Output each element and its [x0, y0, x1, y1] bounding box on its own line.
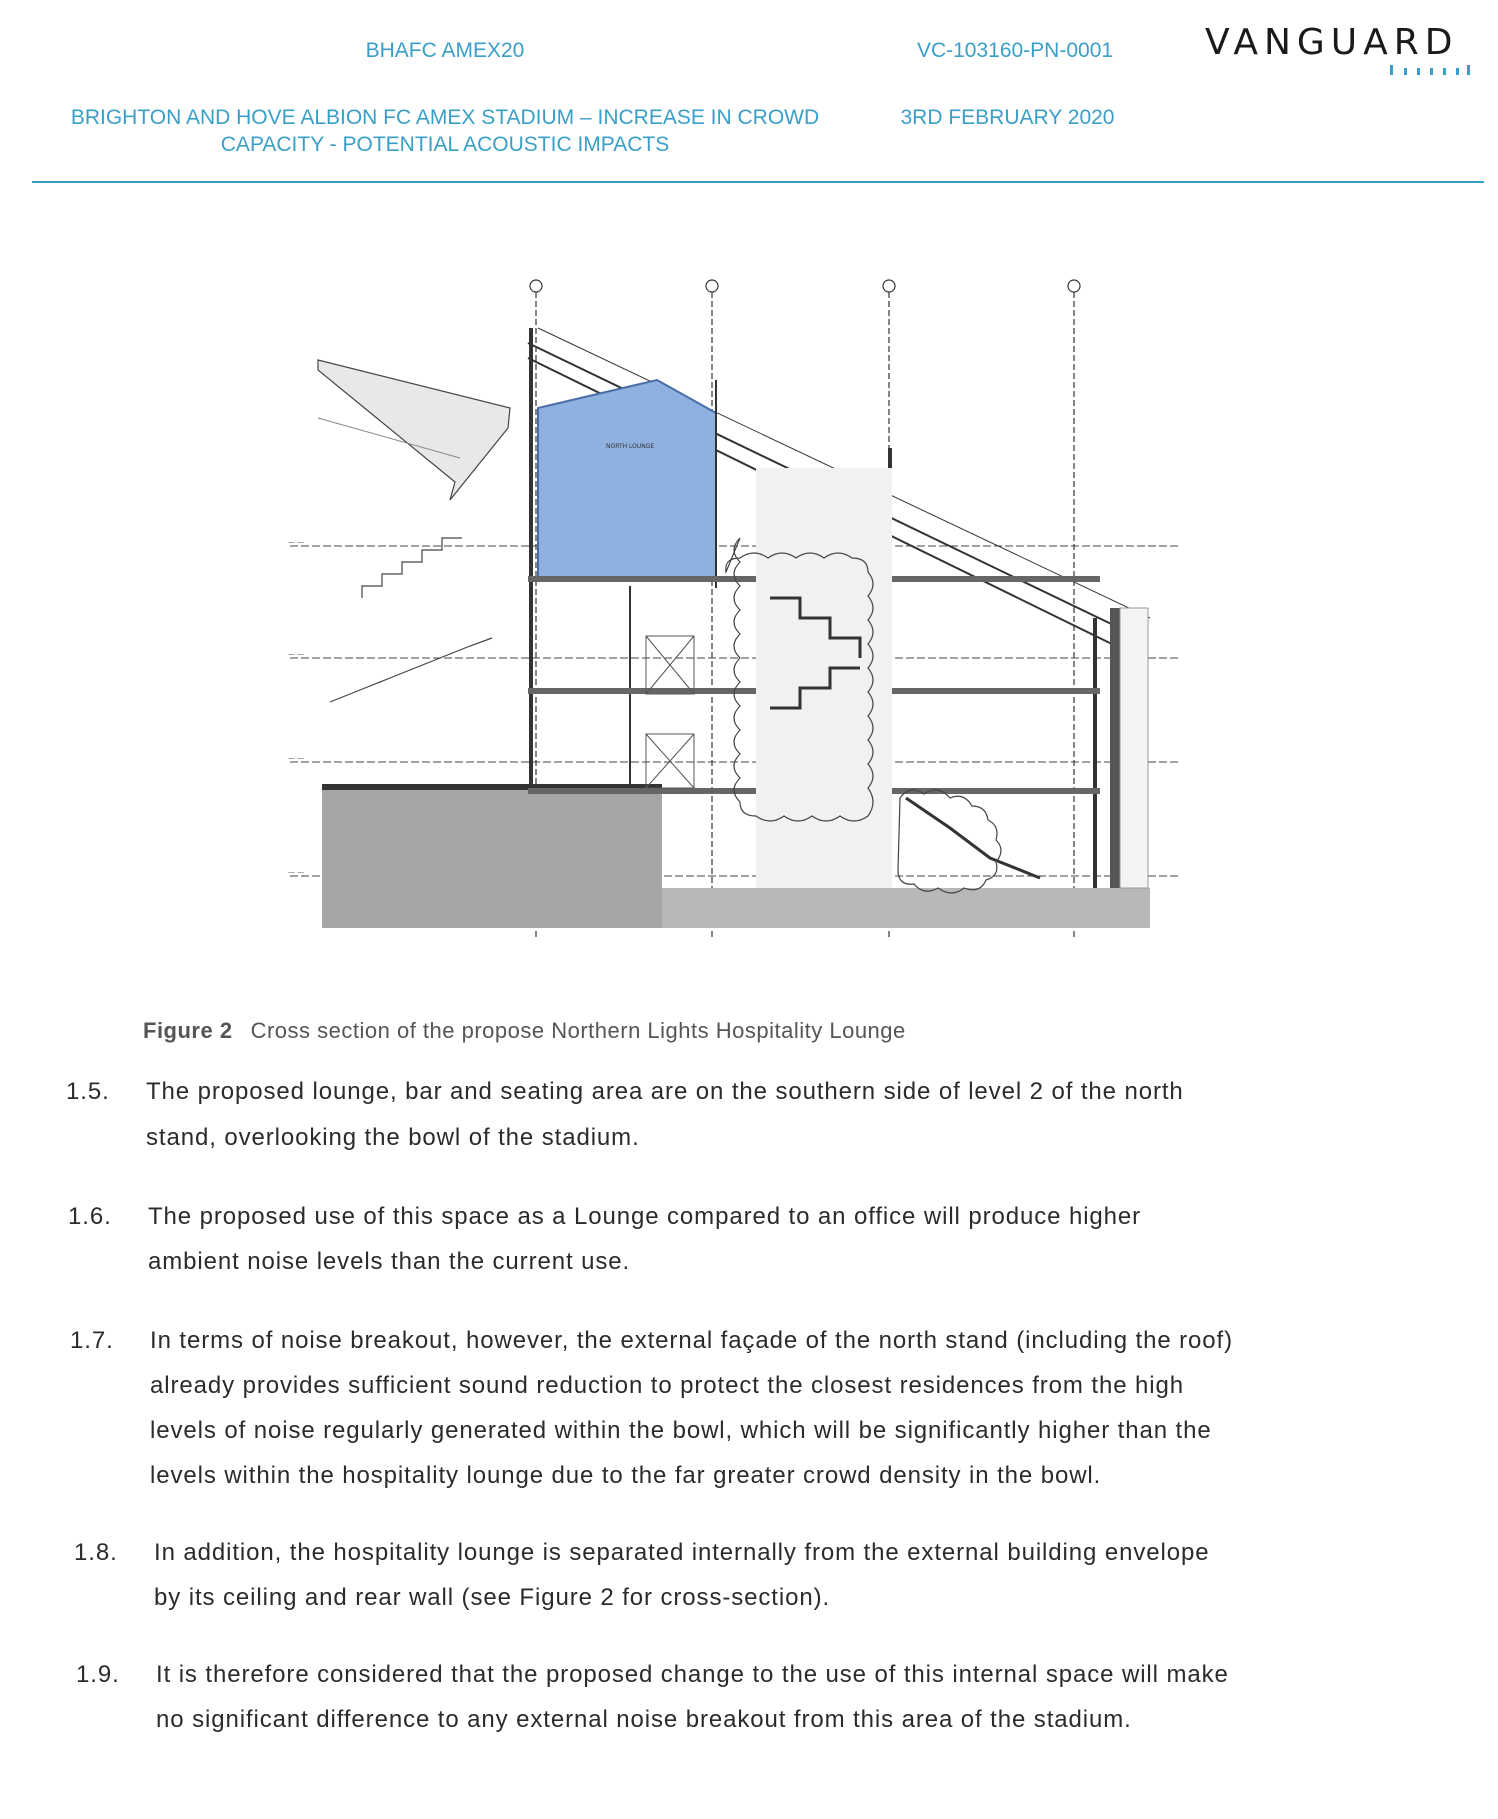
svg-text:— —: — —: [288, 754, 305, 762]
header-title-line1: BRIGHTON AND HOVE ALBION FC AMEX STADIUM – INCREASE IN CROWD: [70, 106, 820, 129]
paragraph-line: no significant difference to any external noise breakout from this area of the stadium.: [156, 1706, 1132, 1733]
north-lounge-area: [538, 380, 716, 578]
paragraph-line: In terms of noise breakout, however, the external façade of the north stand (including the roof): [150, 1327, 1233, 1354]
paragraph-line: The proposed lounge, bar and seating area are on the southern side of level 2 of the north: [146, 1078, 1184, 1105]
paragraph-line: stand, overlooking the bowl of the stadium.: [146, 1124, 640, 1151]
paragraph-number: 1.7.: [70, 1327, 114, 1354]
cross-section-drawing: [270, 268, 1190, 948]
paragraph-number: 1.5.: [66, 1078, 110, 1105]
header-date: 3RD FEBRUARY 2020: [900, 106, 1115, 129]
svg-text:— —: — —: [288, 650, 305, 658]
header-doc-ref: VC-103160-PN-0001: [916, 39, 1114, 62]
vanguard-logo: [1205, 22, 1475, 84]
logo-ticks-icon: [1205, 63, 1475, 79]
paragraph-line: by its ceiling and rear wall (see Figure 2 for cross-section).: [154, 1584, 831, 1611]
paragraph-number: 1.6.: [68, 1203, 112, 1230]
paragraph-number: 1.9.: [76, 1661, 120, 1688]
svg-text:— —: — —: [288, 538, 305, 546]
paragraph-number: 1.8.: [74, 1539, 118, 1566]
paragraph-line: levels within the hospitality lounge due to the far greater crowd density in the bowl.: [150, 1462, 1102, 1489]
header-title-line2: CAPACITY - POTENTIAL ACOUSTIC IMPACTS: [220, 133, 670, 156]
paragraph-line: It is therefore considered that the proposed change to the use of this internal space will make: [156, 1661, 1229, 1688]
figure-caption-text: Cross section of the propose Northern Lights Hospitality Lounge: [250, 1018, 906, 1043]
header-project: BHAFC AMEX20: [365, 39, 525, 62]
paragraph-line: In addition, the hospitality lounge is separated internally from the external building envelope: [154, 1539, 1210, 1566]
figure-caption: [143, 1018, 906, 1044]
paragraph-line: ambient noise levels than the current use.: [148, 1248, 631, 1275]
svg-text:— —: — —: [288, 868, 305, 876]
header-title: [40, 104, 850, 158]
header-divider: [32, 181, 1484, 183]
paragraph-line: levels of noise regularly generated within the bowl, which will be significantly higher than the: [150, 1417, 1212, 1444]
paragraph-line: already provides sufficient sound reduction to protect the closest residences from the high: [150, 1372, 1184, 1399]
figure-label: Figure 2: [143, 1018, 233, 1043]
logo-text: VANGUARD: [1205, 22, 1459, 63]
north-lounge-label: NORTH LOUNGE: [606, 443, 655, 450]
paragraph-line: The proposed use of this space as a Lounge compared to an office will produce higher: [148, 1203, 1142, 1230]
